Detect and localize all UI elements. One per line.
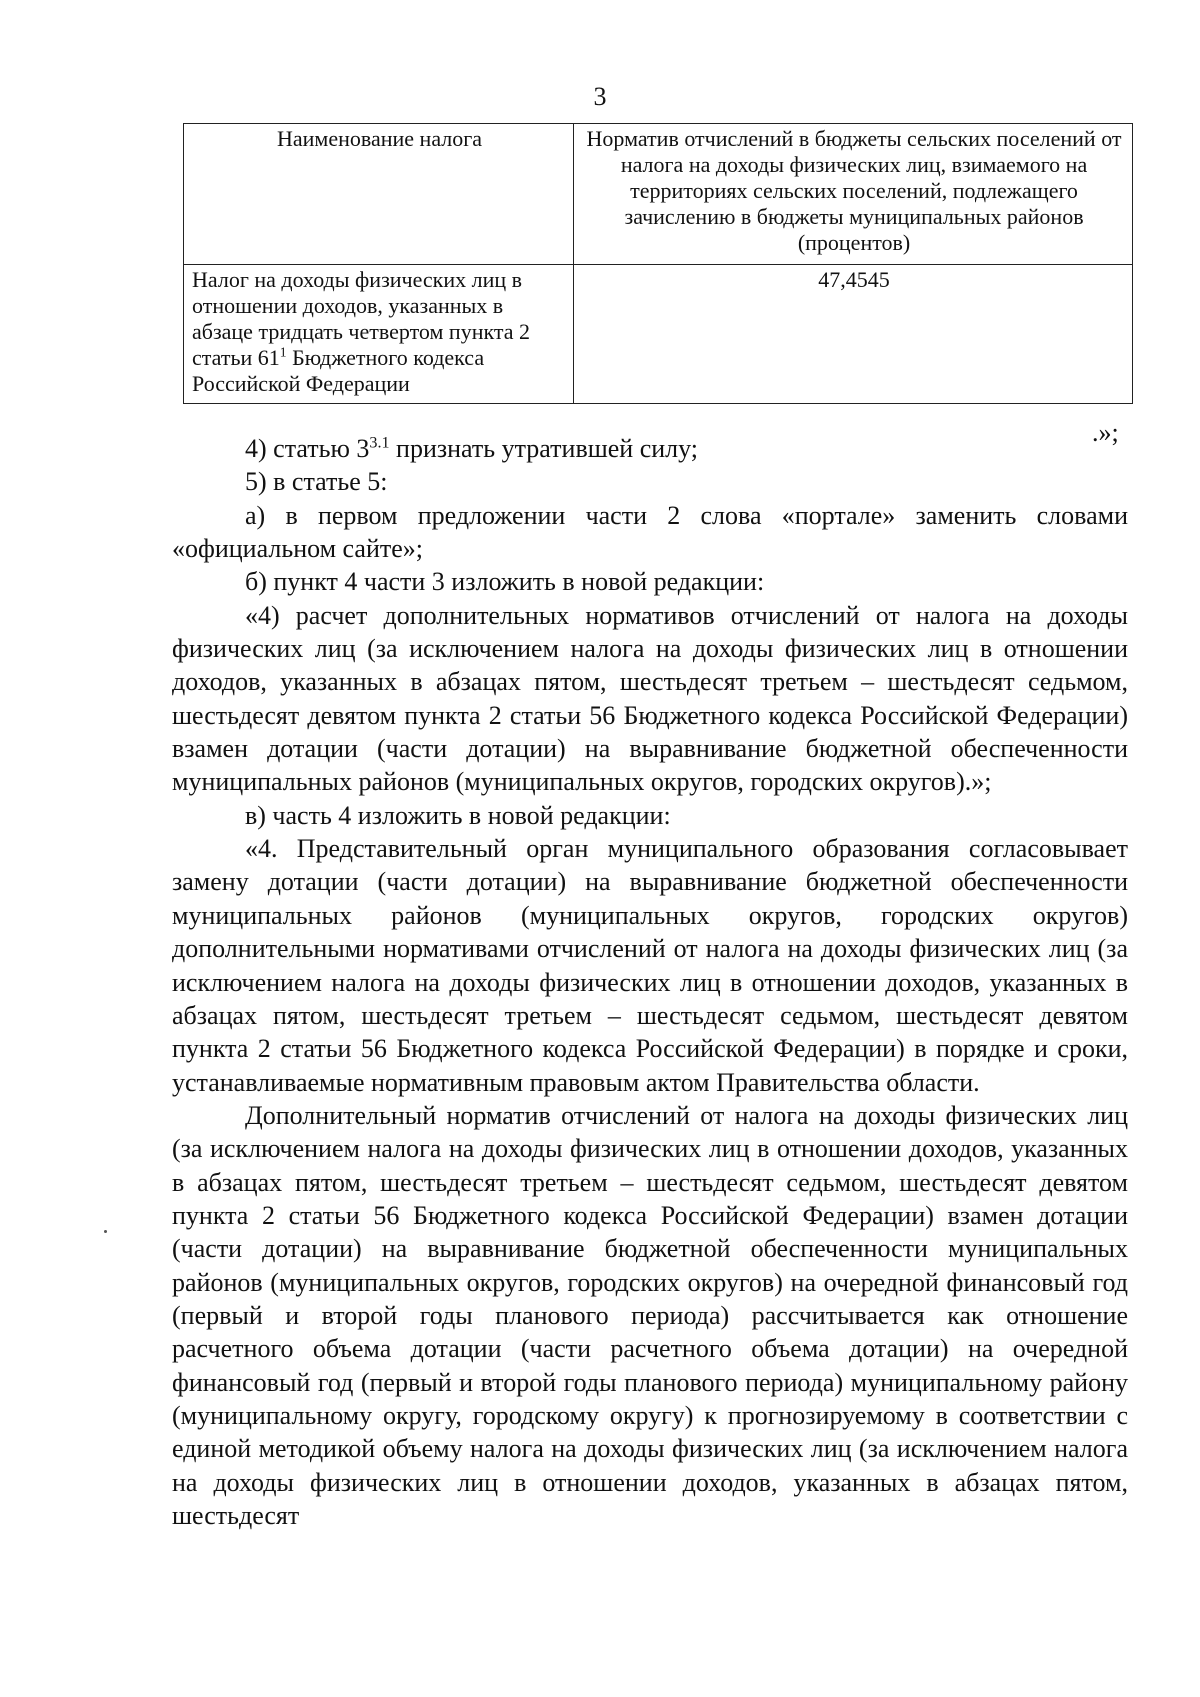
paragraph-quoted-part-4: «4. Представительный орган муниципального образования согласовывает замену дотации (части дотации) на выравнивание бюджетной обеспеченности муниципальных районов (муниципальных округов, городских округов) дополнительными нормативами отчислений от налога на доходы физических лиц (за исключением налога на доходы физических лиц в отношении доходов, указанных в абзацах пятом, шестьдесят третьем – шестьдесят седьмом, шестьдесят девятом пункта 2 статьи 56 Бюджетного кодекса Российской Федерации) в порядке и сроки, устанавливаемые нормативным правовым актом Правительства области. [172,834,1128,1097]
paragraph-additional-standard: Дополнительный норматив отчислений от налога на доходы физических лиц (за исключением налога на доходы физических лиц в отношении доходов, указанных в абзацах пятом, шестьдесят третьем – шестьдесят седьмом, шестьдесят девятом пункта 2 статьи 56 Бюджетного кодекса Российской Федерации) взамен дотации (части дотации) на выравнивание бюджетной обеспеченности муниципальных районов (муниципальных округов, городских округов) на очередной финансовый год (первый и второй годы планового периода) рассчитывается как отношение расчетного объема дотации (части расчетного объема дотации) на очередной финансовый год (первый и второй годы планового периода) муниципальному району (муниципальному округу, городскому округу) к прогнозируемому в соответствии с единой методикой объему налога на доходы физических лиц (за исключением налога на доходы физических лиц в отношении доходов, указанных в абзацах пятом, шестьдесят [172,1100,1128,1530]
cell-tax-name [184,265,574,404]
paragraph-item-4-text-end: признать утратившей силу; [389,434,699,463]
cell-tax-name-text-end: Бюджетного кодекса Российской Федерации [192,345,485,396]
cell-tax-name-text: Налог на доходы физических лиц в отношении доходов, указанных в абзаце тридцать четвертом пункта 2 статьи 61 [192,267,531,370]
table-row [184,265,1133,404]
page-number: 3 [593,82,607,111]
paragraph-item-a: а) в первом предложении части 2 слова «портале» заменить словами «официальном сайте»; [172,500,1128,564]
table-header-row [184,124,1133,265]
paragraph-item-5: 5) в статье 5: [245,467,388,497]
paragraph-item-4-text: 4) статью 3 [245,434,370,463]
scan-dot-mark [104,1230,107,1233]
paragraph-item-v: в) часть 4 изложить в новой редакции: [245,800,671,830]
cell-tax-name-superscript: 1 [279,344,287,360]
cell-standard-value: 47,4545 [574,265,1133,404]
table-closing-quote: .»; [1092,418,1119,447]
paragraph-item-b: б) пункт 4 части 3 изложить в новой редакции: [245,567,765,597]
header-tax-name: Наименование налога [184,124,574,265]
paragraph-item-4 [172,432,1128,465]
paragraph-quoted-item-4: «4) расчет дополнительных нормативов отчислений от налога на доходы физических лиц (за исключением налога на доходы физических лиц в отношении доходов, указанных в абзацах пятом, шестьдесят третьем – шестьдесят седьмом, шестьдесят девятом пункта 2 статьи 56 Бюджетного кодекса Российской Федерации) взамен дотации (части дотации) на выравнивание бюджетной обеспеченности муниципальных районов (муниципальных округов, городских округов).»; [172,600,1128,797]
tax-standard-table [183,123,1133,404]
header-deduction-standard: Норматив отчислений в бюджеты сельских поселений от налога на доходы физических лиц, взимаемого на территориях сельских поселений, подлежащего зачислению в бюджеты муниципальных районов (процентов) [574,124,1133,265]
document-body [172,432,1128,1532]
article-superscript: 3.1 [369,434,390,452]
